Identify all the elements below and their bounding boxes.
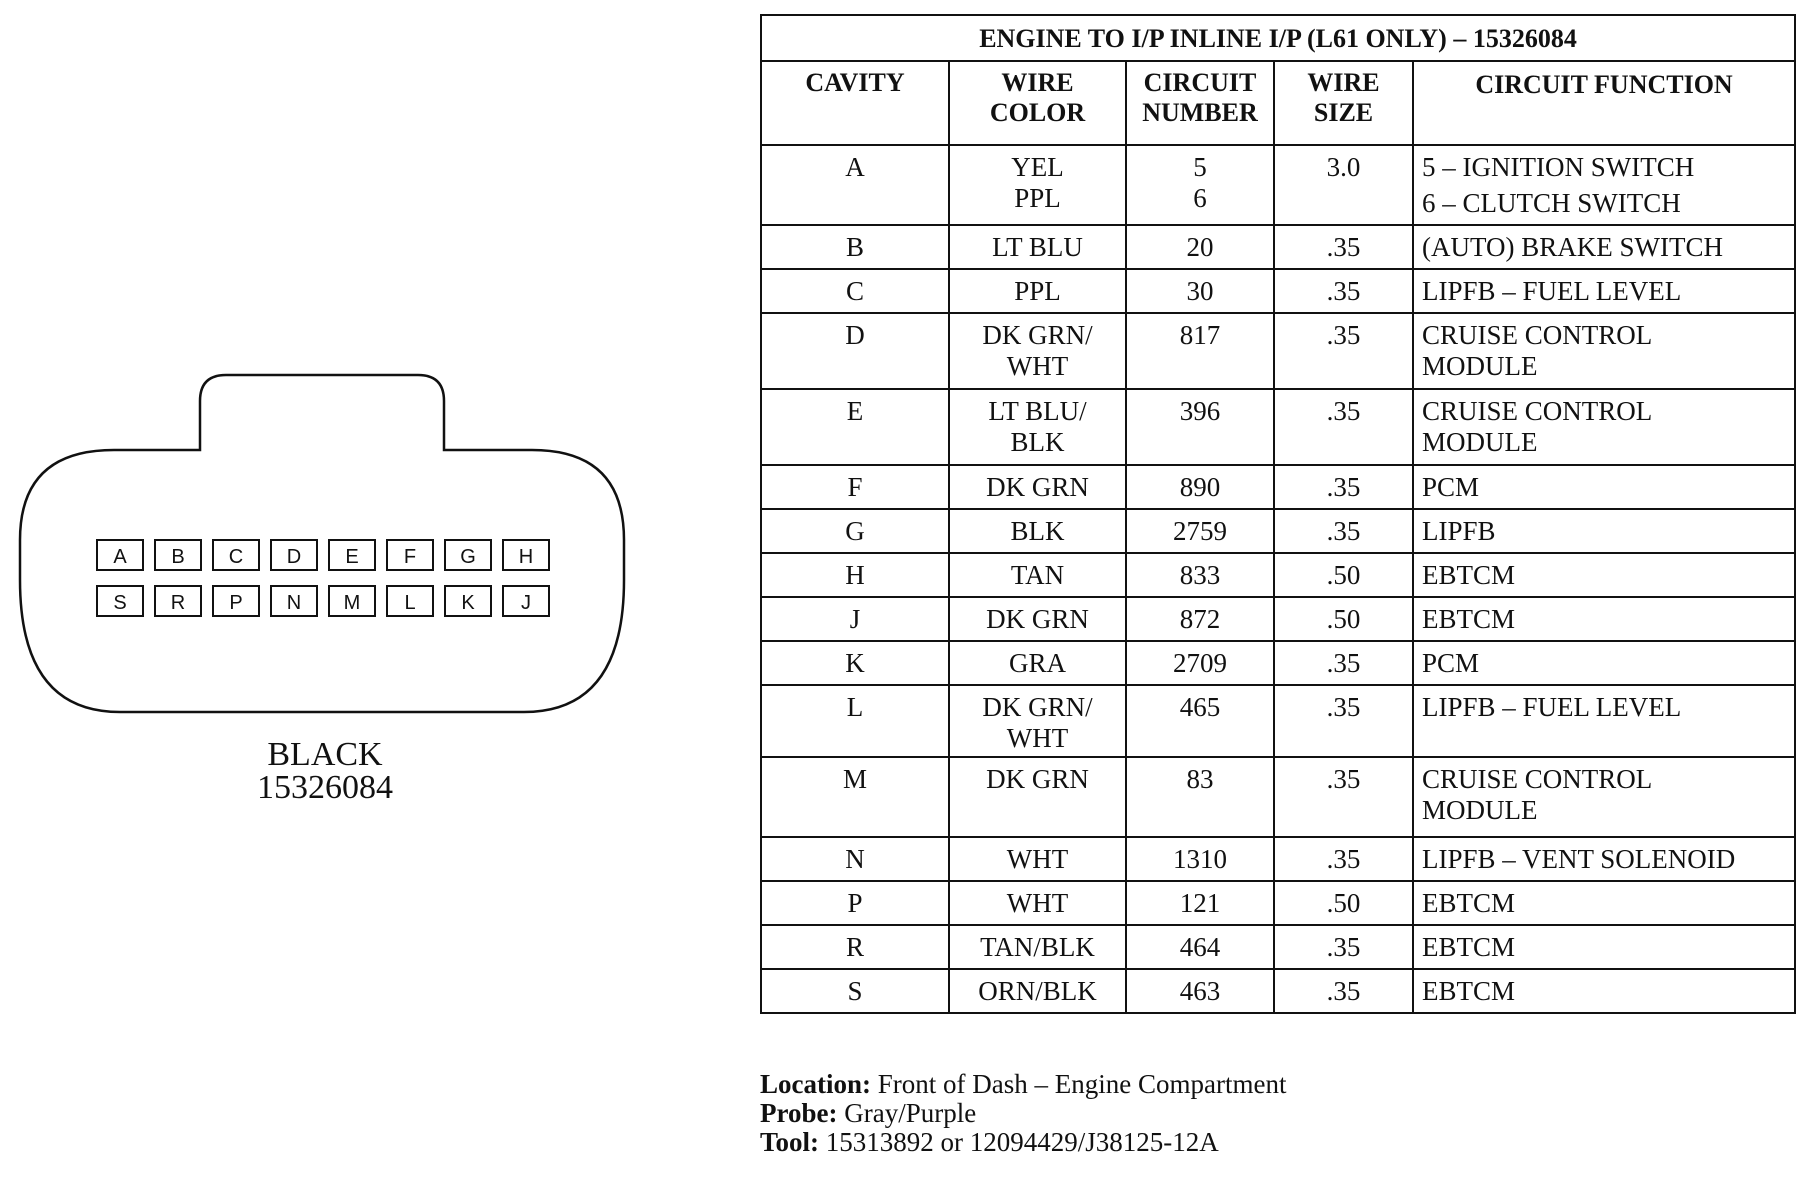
circuit-function-cell-text: CRUISE CONTROL: [1422, 320, 1653, 350]
pin-g: [445, 540, 491, 570]
table-row: [761, 389, 1795, 465]
header-cavity-label: CAVITY: [805, 68, 905, 97]
wire-color-cell-text: LT BLU: [992, 232, 1083, 262]
wire-size-cell-text: .50: [1326, 604, 1361, 634]
wire-color-cell-text: DK GRN/: [982, 320, 1093, 350]
circuit-function-cell: [1413, 837, 1795, 881]
circuit-number-cell-text: 5: [1193, 152, 1207, 182]
wire-color-cell: [949, 597, 1126, 641]
header-wire-size: [1274, 61, 1413, 145]
circuit-function-cell-text: LIPFB – VENT SOLENOID: [1422, 844, 1736, 874]
pin-k: [445, 586, 491, 616]
pin-e: [329, 540, 375, 570]
pin-c: [213, 540, 259, 570]
wire-size-cell-text: .35: [1326, 764, 1361, 794]
circuit-function-cell-text: (AUTO) BRAKE SWITCH: [1422, 232, 1723, 262]
wire-color-cell-text: WHT: [1006, 351, 1069, 381]
wire-color-cell-text: BLK: [1010, 516, 1065, 546]
circuit-function-cell: [1413, 553, 1795, 597]
tool-value: 15313892 or 12094429/J38125-12A: [825, 1127, 1219, 1157]
wire-color-cell: [949, 509, 1126, 553]
pin-d: [271, 540, 317, 570]
circuit-number-cell: [1126, 925, 1274, 969]
circuit-number-cell: [1126, 597, 1274, 641]
circuit-number-cell: [1126, 685, 1274, 757]
table-row: [761, 225, 1795, 269]
cavity-cell-text: K: [845, 648, 865, 678]
circuit-number-cell-text: 2709: [1173, 648, 1227, 678]
wire-color-cell-text: PPL: [1014, 276, 1061, 306]
circuit-function-cell-text: LIPFB – FUEL LEVEL: [1422, 692, 1682, 722]
table-row: [761, 313, 1795, 389]
wire-color-cell-text: ORN/BLK: [978, 976, 1097, 1006]
circuit-function-cell-text: EBTCM: [1422, 932, 1516, 962]
circuit-number-cell-text: 464: [1179, 932, 1221, 962]
table-title: ENGINE TO I/P INLINE I/P (L61 ONLY) – 15326084: [761, 15, 1795, 61]
cavity-cell-text: E: [846, 396, 864, 426]
wire-color-cell-text: WHT: [1006, 888, 1069, 918]
circuit-number-cell-text: 30: [1186, 276, 1214, 306]
pin-label: L: [404, 592, 416, 614]
cavity-cell-text: G: [845, 516, 865, 546]
circuit-number-cell-text: 1310: [1173, 844, 1227, 874]
circuit-function-cell-text: LIPFB: [1422, 516, 1496, 546]
cavity-cell: [761, 553, 949, 597]
cavity-cell-text: H: [845, 560, 865, 590]
circuit-number-cell-text: 6: [1193, 183, 1207, 213]
wire-color-cell-text: BLK: [1010, 427, 1065, 457]
circuit-number-cell-text: 396: [1179, 396, 1221, 426]
cavity-cell: [761, 145, 949, 225]
cavity-cell-text: D: [845, 320, 865, 350]
cavity-cell-text: P: [847, 888, 863, 918]
wire-color-cell: [949, 969, 1126, 1013]
header-circuit-number-line2: NUMBER: [1142, 98, 1258, 127]
wire-size-cell: [1274, 925, 1413, 969]
table-row: [761, 465, 1795, 509]
circuit-function-cell: [1413, 269, 1795, 313]
cavity-cell-text: A: [845, 152, 865, 182]
wire-color-cell-text: TAN: [1010, 560, 1065, 590]
location-value: Front of Dash – Engine Compartment: [877, 1069, 1287, 1099]
circuit-number-cell-text: 817: [1179, 320, 1221, 350]
circuit-function-cell: [1413, 597, 1795, 641]
wire-size-cell: [1274, 389, 1413, 465]
table-row: [761, 641, 1795, 685]
pin-m: [329, 586, 375, 616]
cavity-cell: [761, 685, 949, 757]
probe-value: Gray/Purple: [844, 1098, 977, 1128]
circuit-function-cell-text: EBTCM: [1422, 604, 1516, 634]
header-circuit-function: [1413, 61, 1795, 145]
pin-p: [213, 586, 259, 616]
header-wire-size-line2: SIZE: [1313, 98, 1374, 127]
wire-size-cell-text: .35: [1326, 932, 1361, 962]
header-wire-color-line1: WIRE: [1001, 68, 1074, 97]
connector-bottom-row: [97, 586, 549, 616]
pin-label: B: [171, 546, 185, 568]
pin-h: [503, 540, 549, 570]
wire-size-cell-text: 3.0: [1326, 152, 1361, 182]
wire-color-cell-text: DK GRN/: [982, 692, 1093, 722]
pin-label: R: [170, 592, 186, 614]
circuit-number-cell: [1126, 145, 1274, 225]
tool-note: [760, 1128, 1286, 1157]
header-wire-size-line1: WIRE: [1307, 68, 1380, 97]
circuit-number-cell: [1126, 969, 1274, 1013]
pin-label: H: [518, 546, 534, 568]
circuit-number-cell: [1126, 553, 1274, 597]
wire-size-cell: [1274, 969, 1413, 1013]
circuit-function-cell-text: 5 – IGNITION SWITCH: [1422, 152, 1695, 182]
table-body: [761, 145, 1795, 1013]
cavity-cell-text: R: [845, 932, 864, 962]
wire-color-cell: [949, 881, 1126, 925]
circuit-number-cell-text: 2759: [1173, 516, 1227, 546]
circuit-number-cell: [1126, 837, 1274, 881]
cavity-cell: [761, 881, 949, 925]
circuit-number-cell: [1126, 465, 1274, 509]
table-row: [761, 837, 1795, 881]
wire-size-cell: [1274, 757, 1413, 837]
circuit-function-cell: [1413, 465, 1795, 509]
cavity-cell: [761, 925, 949, 969]
wire-size-cell: [1274, 465, 1413, 509]
wire-size-cell-text: .50: [1326, 560, 1361, 590]
circuit-function-cell: [1413, 969, 1795, 1013]
header-circuit-function-label: CIRCUIT FUNCTION: [1475, 70, 1733, 99]
wire-color-cell-text: GRA: [1008, 648, 1066, 678]
table-row: [761, 757, 1795, 837]
header-circuit-number: [1126, 61, 1274, 145]
wire-size-cell: [1274, 597, 1413, 641]
circuit-function-cell: [1413, 685, 1795, 757]
wire-size-cell-text: .35: [1326, 648, 1361, 678]
cavity-cell-text: C: [845, 276, 864, 306]
cavity-cell-text: B: [845, 232, 864, 262]
pin-l: [387, 586, 433, 616]
circuit-function-cell: [1413, 641, 1795, 685]
wire-size-cell-text: .35: [1326, 396, 1361, 426]
wire-size-cell-text: .35: [1326, 976, 1361, 1006]
table-row: [761, 881, 1795, 925]
cavity-cell: [761, 389, 949, 465]
pin-label: N: [286, 592, 302, 614]
wire-color-cell-text: WHT: [1006, 844, 1069, 874]
circuit-number-cell: [1126, 641, 1274, 685]
cavity-cell: [761, 837, 949, 881]
connector-top-row: [97, 540, 549, 570]
circuit-number-cell-text: 83: [1186, 764, 1214, 794]
cavity-cell-text: S: [847, 976, 863, 1006]
circuit-function-cell-text: MODULE: [1422, 427, 1538, 457]
cavity-cell-text: L: [846, 692, 864, 722]
table-row: [761, 925, 1795, 969]
cavity-cell: [761, 313, 949, 389]
circuit-function-cell: [1413, 757, 1795, 837]
cavity-cell: [761, 225, 949, 269]
pin-label: F: [403, 546, 417, 568]
circuit-function-cell-text: PCM: [1422, 648, 1480, 678]
header-circuit-number-line1: CIRCUIT: [1143, 68, 1257, 97]
table-row: [761, 553, 1795, 597]
wire-color-cell-text: WHT: [1006, 723, 1069, 753]
pin-label: M: [343, 592, 361, 614]
wire-color-cell: [949, 685, 1126, 757]
cavity-cell: [761, 269, 949, 313]
circuit-number-cell: [1126, 313, 1274, 389]
cavity-cell-text: F: [847, 472, 863, 502]
wire-color-cell: [949, 389, 1126, 465]
circuit-number-cell: [1126, 225, 1274, 269]
circuit-function-cell-text: MODULE: [1422, 795, 1538, 825]
location-note: [760, 1070, 1286, 1099]
wire-color-cell: [949, 225, 1126, 269]
pin-label: K: [461, 592, 475, 614]
wire-size-cell: [1274, 641, 1413, 685]
wire-size-cell: [1274, 509, 1413, 553]
circuit-number-cell: [1126, 389, 1274, 465]
wire-size-cell: [1274, 685, 1413, 757]
wire-color-cell-text: DK GRN: [986, 472, 1089, 502]
circuit-number-cell-text: 121: [1179, 888, 1221, 918]
connector-caption: [225, 738, 425, 804]
wire-size-cell-text: .50: [1326, 888, 1361, 918]
wire-color-cell: [949, 837, 1126, 881]
circuit-function-cell: [1413, 881, 1795, 925]
pin-label: D: [286, 546, 302, 568]
circuit-number-cell: [1126, 881, 1274, 925]
wire-size-cell-text: .35: [1326, 472, 1361, 502]
circuit-number-cell-text: 20: [1186, 232, 1214, 262]
wire-size-cell-text: .35: [1326, 692, 1361, 722]
circuit-function-cell-text: LIPFB – FUEL LEVEL: [1422, 276, 1682, 306]
circuit-function-cell: [1413, 225, 1795, 269]
pin-b: [155, 540, 201, 570]
header-wire-color: [949, 61, 1126, 145]
circuit-number-cell-text: 890: [1179, 472, 1221, 502]
cavity-cell: [761, 641, 949, 685]
pin-a: [97, 540, 143, 570]
table-row: [761, 969, 1795, 1013]
circuit-function-cell: [1413, 509, 1795, 553]
pin-label: C: [228, 546, 244, 568]
wire-size-cell-text: .35: [1326, 276, 1361, 306]
pin-s: [97, 586, 143, 616]
wire-color-cell-text: DK GRN: [986, 604, 1089, 634]
circuit-number-cell-text: 463: [1179, 976, 1221, 1006]
pin-label: A: [113, 546, 127, 568]
pin-label: S: [113, 592, 127, 614]
circuit-function-cell: [1413, 389, 1795, 465]
cavity-cell: [761, 509, 949, 553]
wire-color-cell: [949, 553, 1126, 597]
probe-label: Probe:: [760, 1098, 838, 1128]
header-cavity: [761, 61, 949, 145]
circuit-function-cell-text: EBTCM: [1422, 560, 1516, 590]
pin-n: [271, 586, 317, 616]
circuit-function-cell: [1413, 313, 1795, 389]
connector-outline: [20, 375, 624, 712]
pin-label: E: [345, 546, 359, 568]
wire-size-cell-text: .35: [1326, 844, 1361, 874]
pin-label: J: [521, 592, 531, 614]
wire-size-cell: [1274, 553, 1413, 597]
circuit-number-cell: [1126, 757, 1274, 837]
circuit-function-cell-text: EBTCM: [1422, 888, 1516, 918]
cavity-cell: [761, 969, 949, 1013]
wire-size-cell-text: .35: [1326, 320, 1361, 350]
table-row: [761, 685, 1795, 757]
table-row: [761, 269, 1795, 313]
circuit-function-cell-text: MODULE: [1422, 351, 1538, 381]
wire-size-cell: [1274, 881, 1413, 925]
wire-size-cell-text: .35: [1326, 516, 1361, 546]
cavity-cell: [761, 465, 949, 509]
wire-size-cell: [1274, 269, 1413, 313]
circuit-function-cell: [1413, 145, 1795, 225]
connector-notes: [760, 1070, 1286, 1157]
circuit-number-cell: [1126, 509, 1274, 553]
wire-color-cell-text: LT BLU/: [988, 396, 1087, 426]
wire-size-cell-text: .35: [1326, 232, 1361, 262]
circuit-function-cell-text: EBTCM: [1422, 976, 1516, 1006]
wire-color-cell: [949, 465, 1126, 509]
wire-color-cell: [949, 145, 1126, 225]
circuit-number-cell-text: 465: [1179, 692, 1221, 722]
cavity-cell-text: M: [842, 764, 867, 794]
circuit-function-cell-text: 6 – CLUTCH SWITCH: [1422, 188, 1681, 218]
circuit-number-cell-text: 833: [1179, 560, 1221, 590]
header-wire-color-line2: COLOR: [989, 98, 1086, 127]
pin-r: [155, 586, 201, 616]
location-label: Location:: [760, 1069, 871, 1099]
wire-color-cell: [949, 641, 1126, 685]
circuit-function-cell: [1413, 925, 1795, 969]
table-row: [761, 597, 1795, 641]
wire-size-cell: [1274, 313, 1413, 389]
probe-note: [760, 1099, 1286, 1128]
circuit-number-cell: [1126, 269, 1274, 313]
wire-color-cell-text: PPL: [1014, 183, 1061, 213]
connector-part-number: 15326084: [257, 769, 393, 806]
wire-size-cell: [1274, 225, 1413, 269]
circuit-function-cell-text: CRUISE CONTROL: [1422, 764, 1653, 794]
connector-color-label: BLACK: [267, 736, 383, 773]
cavity-cell: [761, 757, 949, 837]
tool-label: Tool:: [760, 1127, 820, 1157]
pin-label: G: [460, 546, 476, 568]
wire-size-cell: [1274, 145, 1413, 225]
table-row: [761, 145, 1795, 225]
wire-color-cell-text: DK GRN: [986, 764, 1089, 794]
pin-label: P: [229, 592, 243, 614]
cavity-cell-text: N: [845, 844, 865, 874]
table-row: [761, 509, 1795, 553]
wire-color-cell: [949, 757, 1126, 837]
cavity-cell-text: J: [849, 604, 861, 634]
table-header-row: [761, 61, 1795, 145]
circuit-function-cell-text: CRUISE CONTROL: [1422, 396, 1653, 426]
connector-diagram: [0, 360, 640, 720]
circuit-function-cell-text: PCM: [1422, 472, 1480, 502]
circuit-number-cell-text: 872: [1179, 604, 1221, 634]
pin-j: [503, 586, 549, 616]
cavity-cell: [761, 597, 949, 641]
wire-color-cell: [949, 269, 1126, 313]
wire-color-cell-text: TAN/BLK: [980, 932, 1095, 962]
pin-f: [387, 540, 433, 570]
pinout-table: [760, 14, 1796, 1014]
wire-color-cell: [949, 925, 1126, 969]
wire-size-cell: [1274, 837, 1413, 881]
wire-color-cell-text: YEL: [1011, 152, 1064, 182]
wire-color-cell: [949, 313, 1126, 389]
